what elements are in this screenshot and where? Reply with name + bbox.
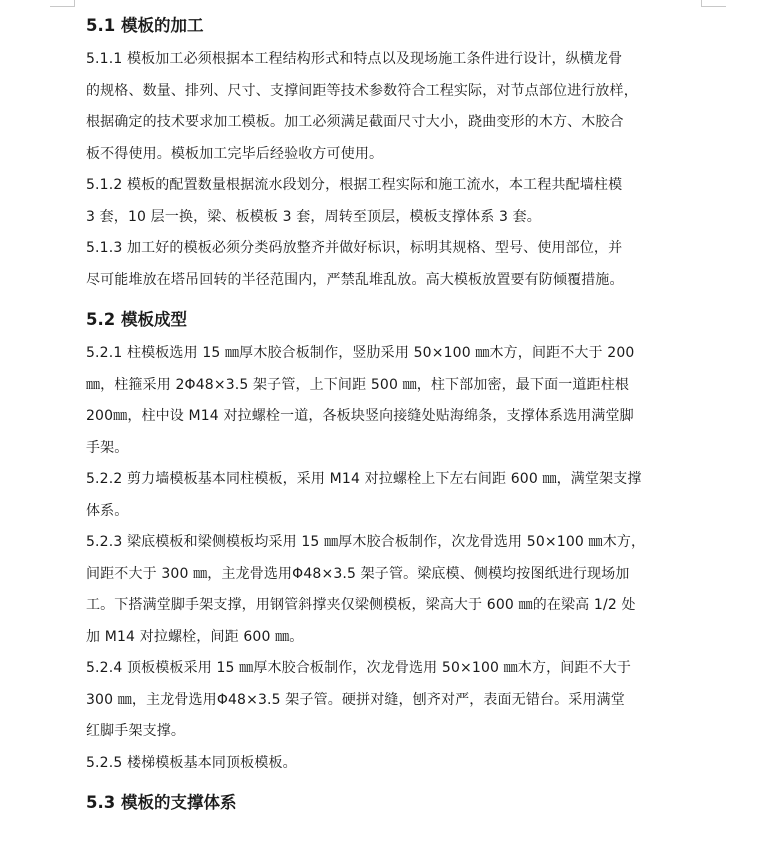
text-line: 根据确定的技术要求加工模板。加工必须满足截面尺寸大小，跷曲变形的木方、木胶合 xyxy=(86,114,624,130)
text-line: 工。下搭满堂脚手架支撑，用钢管斜撑夹仅梁侧模板，梁高大于 600 ㎜的在梁高 1/2 处 xyxy=(86,597,636,613)
paragraph-5-2-4 xyxy=(86,653,698,748)
text-line: 5.1.3 加工好的模板必须分类码放整齐并做好标识，标明其规格、型号、使用部位，并 xyxy=(86,240,623,256)
text-line: 5.2.2 剪力墙模板基本同柱模板，采用 M14 对拉螺栓上下左右间距 600 ㎜，满堂架支撑 xyxy=(86,471,642,487)
paragraph-5-2-5 xyxy=(86,748,698,780)
text-line: 体系。 xyxy=(86,502,129,519)
paragraph-5-1-2 xyxy=(86,170,698,233)
text-line: 300 ㎜，主龙骨选用Φ48×3.5 架子管。硬拼对缝，刨齐对严，表面无错台。采用满堂 xyxy=(86,691,625,708)
text-line: 尽可能堆放在塔吊回转的半径范围内，严禁乱堆乱放。高大模板放置要有防倾覆措施。 xyxy=(86,271,624,288)
section-heading-5-2: 5.2 模板成型 xyxy=(86,310,187,329)
text-line: 加 M14 对拉螺栓，间距 600 ㎜。 xyxy=(86,628,304,645)
text-line: 手架。 xyxy=(86,439,129,456)
text-line: 的规格、数量、排列、尺寸、支撑间距等技术参数符合工程实际，对节点部位进行放样， xyxy=(86,82,638,99)
text-line: 5.2.4 顶板模板采用 15 ㎜厚木胶合板制作，次龙骨选用 50×100 ㎜木方，间距不大于 xyxy=(86,660,632,676)
text-line: 3 套，10 层一换，梁、板模板 3 套，周转至顶层，模板支撑体系 3 套。 xyxy=(86,208,541,225)
page-corner-mark-right xyxy=(701,0,726,7)
section-heading-5-1: 5.1 模板的加工 xyxy=(86,16,204,35)
paragraph-5-2-1 xyxy=(86,338,698,464)
text-line: 5.2.5 楼梯模板基本同顶板模板。 xyxy=(86,754,297,771)
text-line: 5.2.1 柱模板选用 15 ㎜厚木胶合板制作，竖肋采用 50×100 ㎜木方，间距不大于 200 xyxy=(86,345,635,361)
section-heading-5-3: 5.3 模板的支撑体系 xyxy=(86,793,237,812)
text-line: 5.1.1 模板加工必须根据本工程结构形式和特点以及现场施工条件进行设计，纵横龙骨 xyxy=(86,51,623,67)
text-line: 红脚手架支撑。 xyxy=(86,723,186,739)
text-line: 5.1.2 模板的配置数量根据流水段划分，根据工程实际和施工流水，本工程共配墙柱模 xyxy=(86,177,623,193)
text-line: 板不得使用。模板加工完毕后经验收方可使用。 xyxy=(86,145,384,162)
text-line: 5.2.3 梁底模板和梁侧模板均采用 15 ㎜厚木胶合板制作，次龙骨选用 50×100 ㎜木方， xyxy=(86,534,646,550)
paragraph-5-1-3 xyxy=(86,233,698,296)
paragraph-5-1-1 xyxy=(86,44,698,170)
text-line: 间距不大于 300 ㎜，主龙骨选用Φ48×3.5 架子管。梁底模、侧模均按图纸进行现场加 xyxy=(86,565,630,582)
page-corner-mark-left xyxy=(50,0,75,7)
text-line: 200㎜，柱中设 M14 对拉螺栓一道，各板块竖向接缝处贴海绵条，支撑体系选用满堂脚 xyxy=(86,408,634,424)
text-line: ㎜，柱箍采用 2Φ48×3.5 架子管，上下间距 500 ㎜，柱下部加密，最下面一道距柱根 xyxy=(86,376,630,393)
paragraph-5-2-2 xyxy=(86,464,698,527)
paragraph-5-2-3 xyxy=(86,527,698,653)
